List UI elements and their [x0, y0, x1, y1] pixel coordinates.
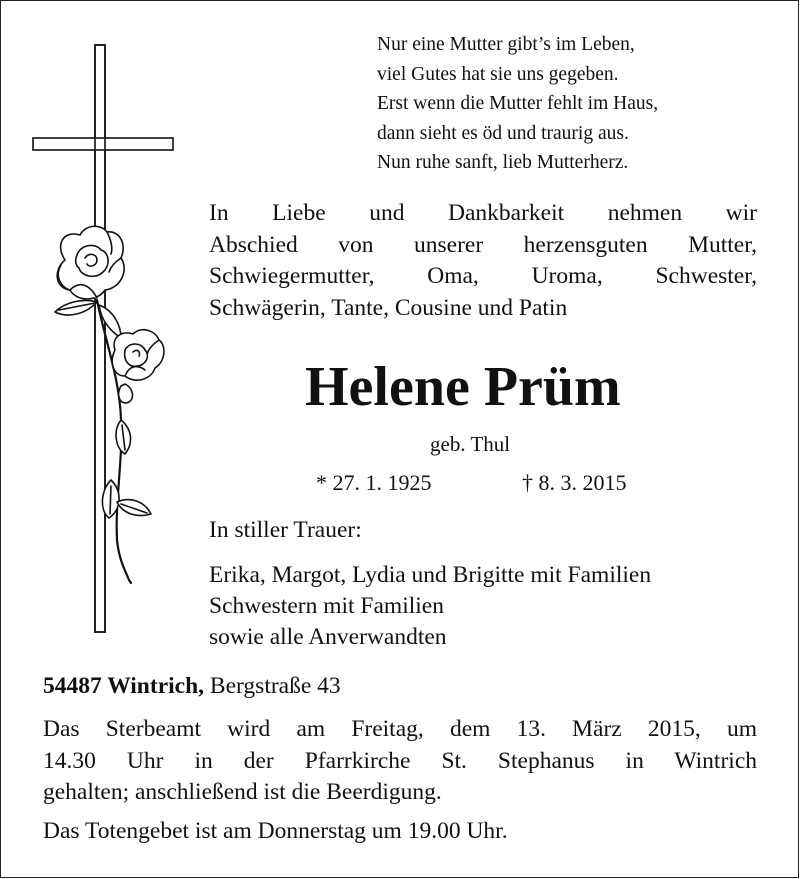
poem-line: Nur eine Mutter gibt’s im Leben,: [377, 34, 635, 55]
poem-line: Erst wenn die Mutter fehlt im Haus,: [377, 93, 659, 115]
rose-icon: [55, 226, 164, 583]
cross-with-roses-icon: [25, 40, 185, 640]
mourner-line: Erika, Margot, Lydia und Brigitte mit Familien: [209, 562, 652, 588]
farewell-line: In Liebe und Dankbarkeit nehmen wir: [209, 200, 757, 226]
farewell-line: Abschied von unserer herzensguten Mutter,: [209, 231, 757, 258]
mourner-line: Schwestern mit Familien: [209, 593, 444, 619]
service-line: gehalten; anschließend ist die Beerdigung.: [43, 779, 442, 805]
farewell-line: Schwiegermutter, Oma, Uroma, Schwester,: [209, 263, 757, 289]
address-town: 54487 Wintrich,: [43, 673, 205, 699]
mourners: [209, 515, 651, 653]
address: [43, 673, 341, 700]
service-line: Das Sterbeamt wird am Freitag, dem 13. März 2015, um: [43, 716, 757, 742]
birth-name: geb. Thul: [430, 432, 511, 456]
prayer-info: Das Totengebet ist am Donnerstag um 19.00 Uhr.: [43, 818, 508, 844]
poem-line: Nun ruhe sanft, lieb Mutterherz.: [377, 152, 629, 174]
death-date: † 8. 3. 2015: [522, 470, 627, 495]
poem-line: viel Gutes hat sie uns gegeben.: [377, 63, 619, 85]
service-info: [43, 714, 757, 809]
farewell-line: Schwägerin, Tante, Cousine und Patin: [209, 294, 568, 321]
farewell-text: [209, 198, 757, 324]
mourner-line: sowie alle Anverwandten: [209, 624, 447, 650]
address-street: Bergstraße 43: [209, 673, 341, 699]
poem: [377, 30, 658, 178]
mourners-heading: In stiller Trauer:: [209, 517, 362, 543]
deceased-name: Helene Prüm: [305, 356, 621, 418]
birth-date: * 27. 1. 1925: [316, 470, 432, 495]
service-line: 14.30 Uhr in der Pfarrkirche St. Stephanus in Wintrich: [43, 747, 757, 774]
poem-line: dann sieht es öd und traurig aus.: [377, 122, 629, 144]
